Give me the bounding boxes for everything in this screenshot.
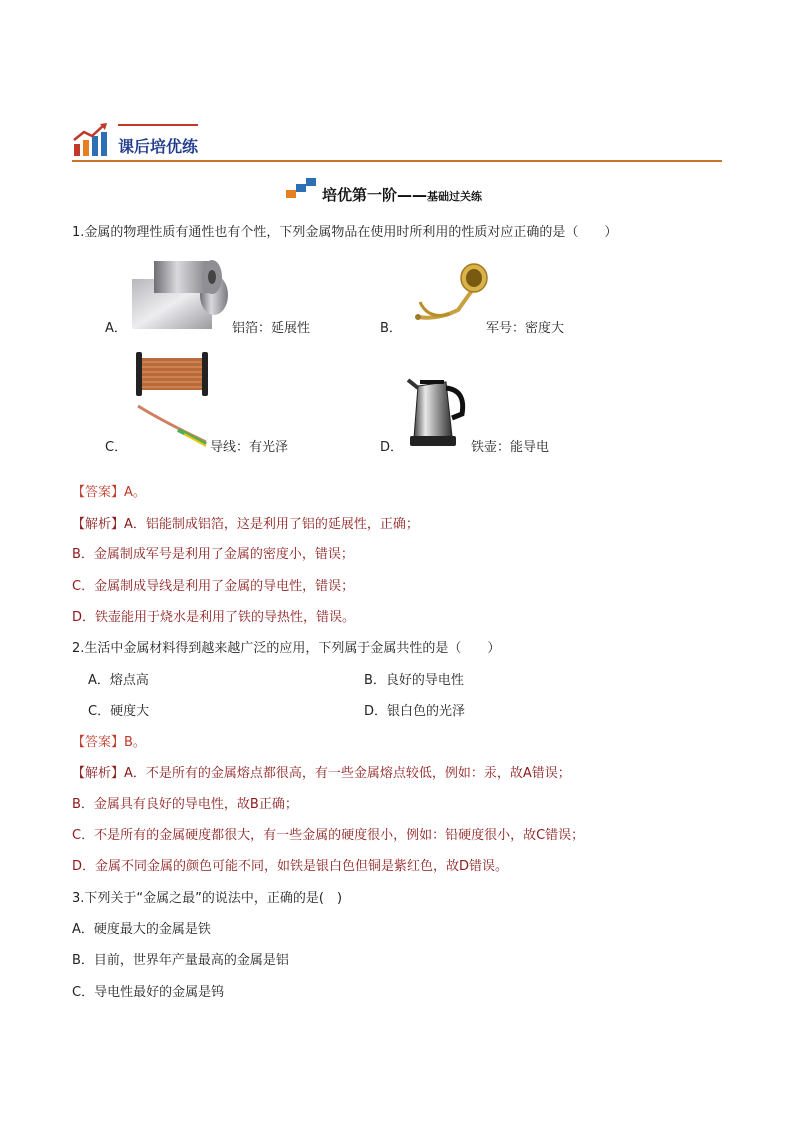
question-2-option-b: B．良好的导电性: [364, 673, 464, 688]
header-divider: [72, 160, 722, 162]
question-3-option-a: A．硬度最大的金属是铁: [72, 922, 211, 937]
question-2-answer: 【答案】B。: [72, 735, 146, 750]
stage-title-main: 培优第一阶: [322, 186, 398, 204]
question-2-analysis-line-2: B．金属具有良好的导电性，故B正确；: [72, 797, 298, 812]
question-3-option-b: B．目前，世界年产量最高的金属是铝: [72, 953, 289, 968]
option-a-label: 铝箔：延展性: [232, 321, 311, 336]
question-2-analysis-line-4: D．金属不同金属的颜色可能不同，如铁是银白色但铜是紫红色，故D错误。: [72, 859, 509, 874]
option-d-label: 铁壶：能导电: [471, 440, 550, 455]
stage-title-dash: ——: [397, 186, 428, 204]
copper-wire-image: [134, 350, 210, 454]
kettle-image: [406, 374, 470, 450]
option-c-letter: C．: [105, 440, 128, 455]
option-c-label: 导线：有光泽: [210, 440, 289, 455]
question-3-option-c: C．导电性最好的金属是钨: [72, 985, 225, 1000]
aluminum-foil-image: [132, 257, 230, 329]
question-2-option-a: A．熔点高: [88, 673, 149, 688]
option-b-label: 军号：密度大: [486, 321, 565, 336]
question-2-option-c: C．硬度大: [88, 704, 150, 719]
bugle-image: [408, 262, 488, 330]
stage-subtitle: 基础过关练: [427, 190, 483, 203]
question-1-stem: 1.金属的物理性质有通性也有个性，下列金属物品在使用时所利用的性质对应正确的是（ ）: [72, 225, 618, 240]
question-1-analysis-line-4: D．铁壶能用于烧水是利用了铁的导热性，错误。: [72, 610, 356, 625]
question-2-analysis-line-1: 【解析】A．不是所有的金属熔点都很高，有一些金属熔点较低，例如：汞，故A错误；: [72, 766, 571, 781]
question-2-analysis-line-3: C．不是所有的金属硬度都很大，有一些金属的硬度很小，例如：铅硬度很小，故C错误；: [72, 828, 585, 843]
question-1-analysis-line-1: 【解析】A．铝能制成铝箔，这是利用了铝的延展性，正确；: [72, 517, 419, 532]
stage-title: [322, 184, 482, 205]
question-3-stem: 3.下列关于“金属之最”的说法中，正确的是( ): [72, 891, 343, 906]
question-2-stem: 2.生活中金属材料得到越来越广泛的应用，下列属于金属共性的是（ ）: [72, 641, 501, 656]
question-2-option-d: D．银白色的光泽: [364, 704, 466, 719]
section-title: 课后培优练: [118, 137, 199, 156]
chart-growth-icon: [72, 122, 108, 156]
option-d-letter: D．: [380, 440, 404, 455]
question-1-answer: 【答案】A。: [72, 485, 146, 500]
question-1-analysis-line-2: B．金属制成军号是利用了金属的密度小，错误；: [72, 547, 354, 562]
stairs-icon: [286, 178, 318, 198]
question-1-analysis-line-3: C．金属制成导线是利用了金属的导电性，错误；: [72, 579, 355, 594]
option-b-letter: B．: [380, 321, 402, 336]
header-accent-line: [118, 124, 198, 126]
option-a-letter: A．: [105, 321, 127, 336]
